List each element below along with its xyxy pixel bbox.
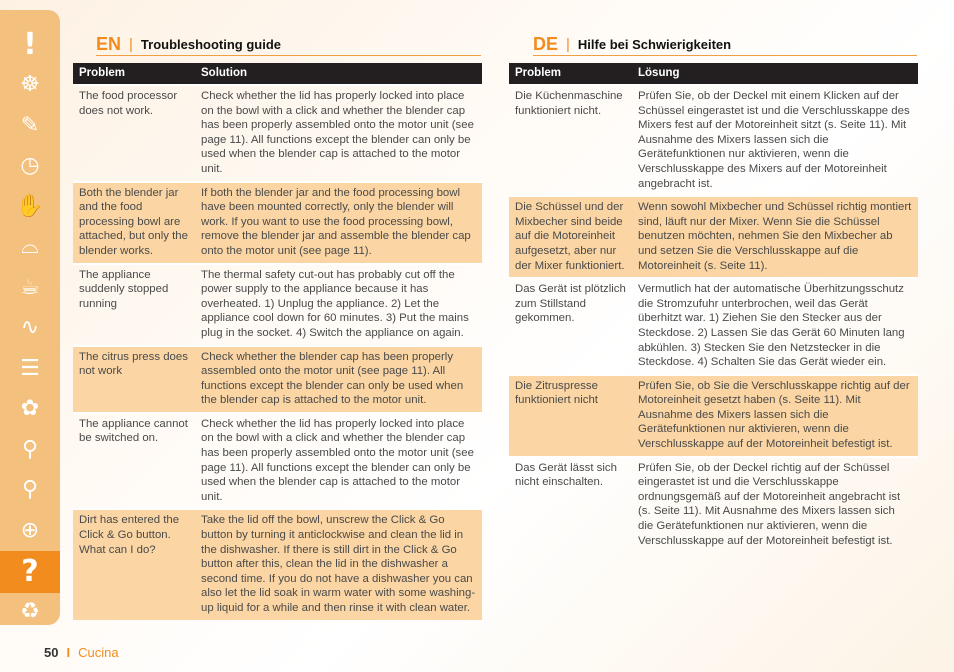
de-table-row bbox=[509, 375, 918, 457]
en-header-separator: | bbox=[129, 35, 133, 53]
chapter-sidebar bbox=[0, 10, 60, 625]
de-solution-cell: Prüfen Sie, ob der Deckel mit einem Klicken auf der Schüssel eingerastet ist und die Verschlusskappe des Mixers fest auf der Motoreinheit sitzt (s. Seite 11). Mit Ausnahme des Mixers lassen sich die Gerätefunktionen nur aktivieren, wenn die Verschlusskappe des Mixers auf der Motoreinheit angebracht ist. bbox=[632, 85, 918, 196]
de-problem-cell: Die Zitruspresse funktioniert nicht bbox=[509, 375, 632, 457]
en-col-solution-header: Solution bbox=[195, 63, 482, 85]
en-col-problem-header: Problem bbox=[73, 63, 195, 85]
en-table-row bbox=[73, 85, 482, 182]
citrus-press-icon[interactable]: ⌓ bbox=[21, 234, 39, 259]
de-solution-cell: Prüfen Sie, ob Sie die Verschlusskappe richtig auf der Motoreinheit gesetzt haben (s. Seite 11). Mit Ausnahme des Mixers lassen sich die Gerätefunktionen nur aktivieren, wenn die Verschlusskappe auf der Motoreinheit befestigt ist. bbox=[632, 375, 918, 457]
en-troubleshooting-table bbox=[73, 63, 482, 620]
en-table-header-row bbox=[73, 63, 482, 85]
en-solution-cell: Take the lid off the bowl, unscrew the Click & Go button by turning it anticlockwise and clean the lid in the dishwasher. If there is still dirt in the Click & Go button after this, clean the lid in the dishwasher a second time. If you do not have a dishwasher you can also let the lid soak in warm water with some washing-up liquid for a while and then rinse it with clean water. bbox=[195, 509, 482, 619]
recipe-badge-icon[interactable]: ✿ bbox=[20, 396, 40, 421]
de-col-problem-header: Problem bbox=[509, 63, 632, 85]
de-solution-cell: Prüfen Sie, ob der Deckel richtig auf der Schüssel eingerastet ist und die Verschlusskappe ordnungsgemäß auf der Motoreinheit angebracht ist (s. Seite 11). Mit Ausnahme des Mixers lassen sich die Gerätefunktionen nur aktivieren, wenn die Verschlusskappe auf der Motoreinheit befestigt ist. bbox=[632, 457, 918, 553]
de-problem-cell: Die Schüssel und der Mixbecher sind beide auf die Motoreinheit aufgesetzt, aber nur der Mixer funktioniert. bbox=[509, 196, 632, 278]
de-problem-cell: Das Gerät ist plötzlich zum Stillstand gekommen. bbox=[509, 278, 632, 375]
en-table-row bbox=[73, 182, 482, 264]
section-name: Cucina bbox=[78, 645, 119, 660]
recycle-icon[interactable]: ♻ bbox=[20, 598, 40, 624]
en-header bbox=[96, 33, 481, 56]
de-solution-cell: Vermutlich hat der automatische Überhitzungsschutz die Stromzufuhr unterbrochen, weil das Gerät überhitzt war. 1) Ziehen Sie den Stecker aus der Steckdose. 2) Lassen Sie das Gerät 60 Minuten lang abkühlen. 3) Stecken Sie den Netzstecker in die Steckdose. 4) Schalten Sie das Gerät wieder ein. bbox=[632, 278, 918, 375]
de-troubleshooting-table bbox=[509, 63, 918, 552]
hand-wave-icon[interactable]: ∿ bbox=[20, 315, 40, 340]
badge-icon[interactable]: ☸ bbox=[20, 72, 40, 97]
de-table-row bbox=[509, 196, 918, 278]
en-solution-cell: The thermal safety cut-out has probably cut off the power supply to the appliance because it has overheated. 1) Unplug the appliance. 2) Let the appliance cool down for 60 minutes. 3) Put the mains plug in the socket. 4) Switch the appliance on again. bbox=[195, 264, 482, 346]
de-problem-cell: Die Küchenmaschine funktioniert nicht. bbox=[509, 85, 632, 196]
en-solution-cell: If both the blender jar and the food processing bowl have been mounted correctly, only the blender will work. If you want to use the food processing bowl, remove the blender jar and assemble the blender cap onto the motor unit (see page 11). bbox=[195, 182, 482, 264]
de-header-separator: | bbox=[566, 35, 570, 53]
de-problem-cell: Das Gerät lässt sich nicht einschalten. bbox=[509, 457, 632, 553]
hand-icon[interactable]: ✋ bbox=[16, 193, 44, 219]
clock-icon[interactable]: ◷ bbox=[20, 153, 40, 178]
en-problem-cell: The citrus press does not work bbox=[73, 346, 195, 413]
page-number: 50 bbox=[44, 645, 59, 660]
en-problem-cell: Both the blender jar and the food processing bowl are attached, but only the blender works. bbox=[73, 182, 195, 264]
en-problem-cell: The food processor does not work. bbox=[73, 85, 195, 182]
de-table-row bbox=[509, 457, 918, 553]
de-col-solution-header: Lösung bbox=[632, 63, 918, 85]
en-problem-cell: The appliance suddenly stopped running bbox=[73, 264, 195, 346]
en-section-title: Troubleshooting guide bbox=[140, 36, 282, 52]
de-table-header-row bbox=[509, 63, 918, 85]
de-table-row bbox=[509, 85, 918, 196]
footer-separator: I bbox=[66, 645, 71, 660]
cup-icon[interactable]: ☕ bbox=[20, 274, 40, 300]
en-solution-cell: Check whether the blender cap has been properly assembled onto the motor unit (see page 11). All functions except the blender can only be used when the blender cap is attached to the motor unit. bbox=[195, 346, 482, 413]
globe-icon[interactable]: ⊕ bbox=[20, 517, 40, 543]
en-solution-cell: Check whether the lid has properly locked into place on the bowl with a click and whether the blender cap has been properly assembled onto the motor unit (see page 11). All functions except the blender can only be used when the blender cap is attached to the motor unit. bbox=[195, 413, 482, 510]
stack-icon[interactable]: ☰ bbox=[20, 355, 40, 381]
de-section-title: Hilfe bei Schwierigkeiten bbox=[577, 36, 732, 52]
en-language-label: EN bbox=[96, 33, 122, 54]
de-language-label: DE bbox=[533, 33, 559, 54]
tap-icon[interactable]: ⚲ bbox=[21, 436, 39, 462]
en-table-row bbox=[73, 346, 482, 413]
de-header bbox=[533, 33, 917, 56]
magnifier-icon[interactable]: ⚲ bbox=[21, 477, 39, 502]
en-problem-cell: The appliance cannot be switched on. bbox=[73, 413, 195, 510]
en-table-row bbox=[73, 509, 482, 619]
page-footer bbox=[44, 645, 119, 660]
en-problem-cell: Dirt has entered the Click & Go button. What can I do? bbox=[73, 509, 195, 619]
en-solution-cell: Check whether the lid has properly locked into place on the bowl with a click and whether the blender cap has been properly assembled onto the motor unit (see page 11). All functions except the blender can only be used when the blender cap is attached to the motor unit. bbox=[195, 85, 482, 182]
en-table-row bbox=[73, 264, 482, 346]
question-icon[interactable]: ? bbox=[0, 551, 60, 593]
en-table-row bbox=[73, 413, 482, 510]
de-solution-cell: Wenn sowohl Mixbecher und Schüssel richtig montiert sind, läuft nur der Mixer. Wenn Sie die Schüssel benutzen möchten, nehmen Sie den Mixbecher ab und setzen Sie die Verschlusskappe auf die Motoreinheit (s. Seite 11). bbox=[632, 196, 918, 278]
de-table-row bbox=[509, 278, 918, 375]
brush-icon[interactable]: ✎ bbox=[20, 112, 40, 138]
exclamation-icon[interactable]: ! bbox=[23, 26, 37, 62]
